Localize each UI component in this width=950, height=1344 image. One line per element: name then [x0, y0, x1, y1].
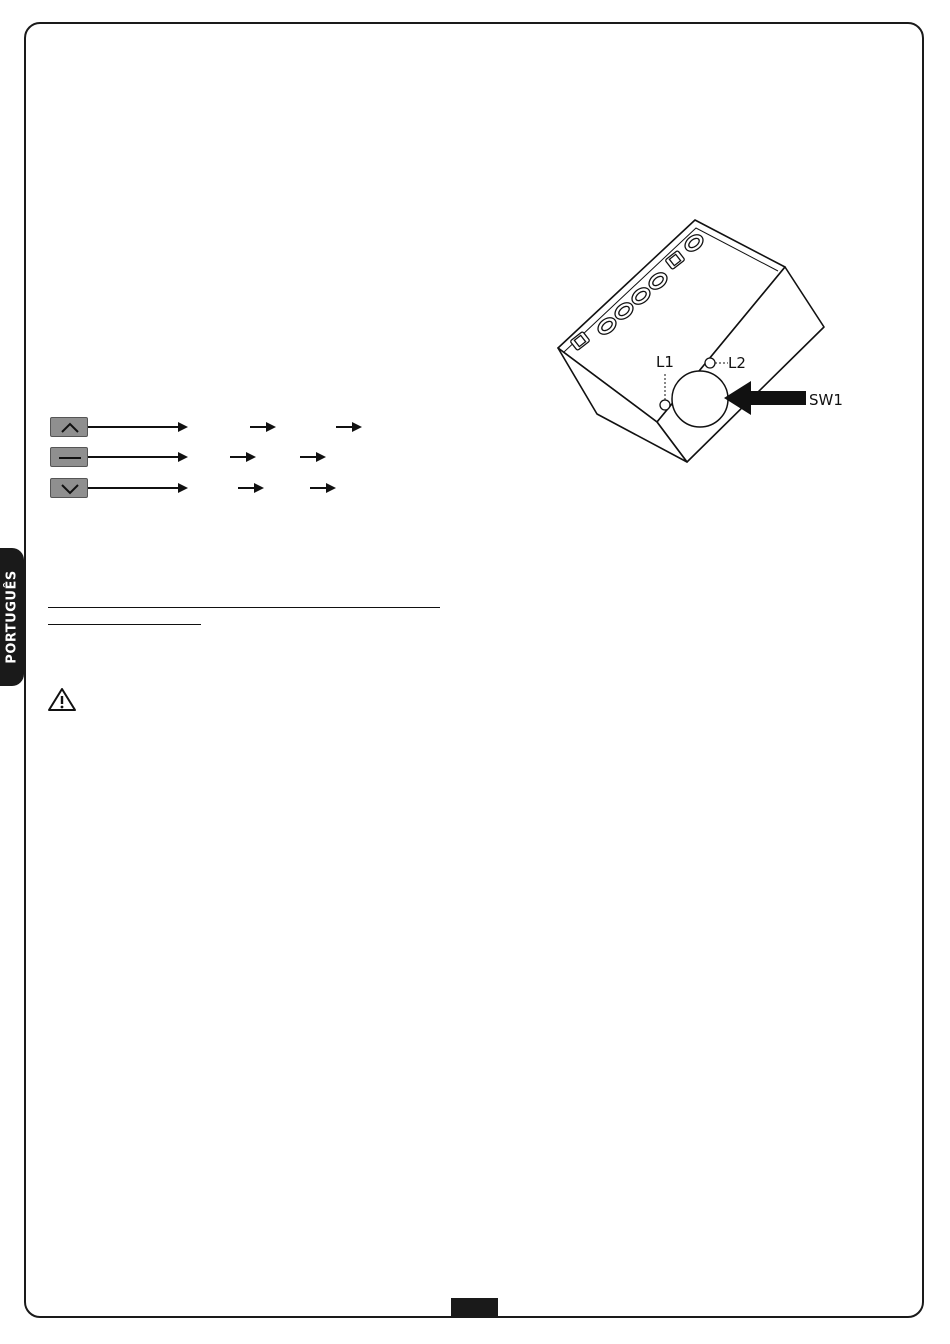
language-tab-label: PORTUGUÊS: [4, 570, 20, 664]
sequence-arrows-down: [50, 478, 370, 500]
sw1-button: [672, 371, 728, 427]
label-l1: L1: [656, 353, 674, 371]
warning-triangle-icon: [47, 686, 77, 712]
led-l2: [705, 358, 715, 368]
led-l1: [660, 400, 670, 410]
sequence-row-down: [50, 478, 370, 500]
page-number-box: [451, 1298, 498, 1318]
device-illustration: [550, 215, 850, 465]
sequence-arrows-minus: [50, 447, 370, 469]
label-l2: L2: [728, 354, 746, 372]
sequence-row-up: [50, 417, 370, 439]
sequence-arrows-up: [50, 417, 370, 439]
sequence-row-minus: [50, 447, 370, 469]
underline-rule-1: [48, 607, 440, 608]
label-sw1: SW1: [809, 391, 843, 409]
underline-rule-2: [48, 624, 201, 625]
